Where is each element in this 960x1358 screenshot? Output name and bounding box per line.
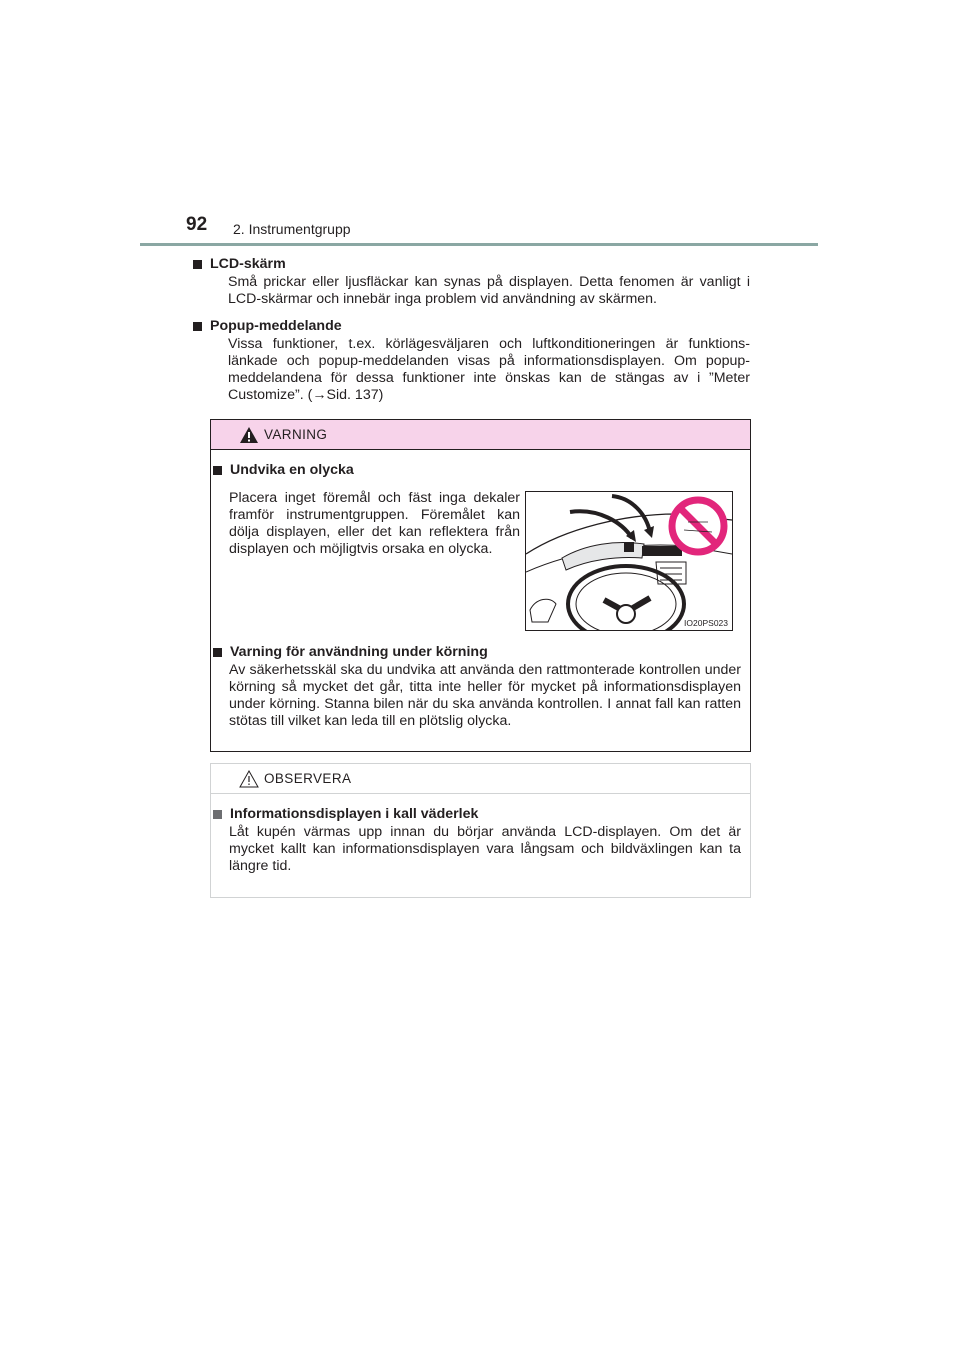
warning-label: VARNING <box>264 427 328 442</box>
section-text: Vissa funktioner, t.ex. körlägesväljaren och luftkonditioneringen är funktionslänkade och popup-meddelanden visas på informationsdisplayen. Om popup-meddelandena för dessa funktioner inte önskas kan de stängas av i ”Meter Customize”. (→Sid. 137) <box>228 336 750 403</box>
instrument-panel-illustration <box>525 491 733 631</box>
caution-triangle-icon <box>239 770 259 788</box>
warning-item <box>213 462 513 479</box>
bullet-square-icon <box>213 466 222 475</box>
header-rule <box>140 243 818 246</box>
figure-code: IO20PS023 <box>684 618 728 628</box>
notice-header <box>211 764 750 794</box>
bullet-square-icon <box>213 810 222 819</box>
notice-item-text: Låt kupén värmas upp innan du börjar använda LCD-displayen. Om det är mycket kallt kan informationsdisplayen vara långsam och bildväxlingen kan ta längre tid. <box>229 824 741 874</box>
warning-item-text: Placera inget föremål och fäst inga dekaler framför instrumentgruppen. Föremålet kan dölja displayen, eller det kan reflektera från displayen och möjligtvis orsaka en olycka. <box>229 490 520 557</box>
section-title: Popup-meddelande <box>210 318 342 334</box>
section-text: Små prickar eller ljusfläckar kan synas på displayen. Detta fenomen är vanligt i LCD-skärmar och innebär inga problem vid användning av skärmen. <box>228 274 750 307</box>
warning-item-title: Undvika en olycka <box>230 462 354 478</box>
notice-item <box>213 806 741 875</box>
bullet-square-icon <box>193 322 202 331</box>
warning-item-text: Av säkerhetsskäl ska du undvika att använda den rattmonterade kontrollen under körning så mycket det går, titta inte heller för mycket på informationsdisplayen under körning. Stanna bilen när du ska använda kontrollen. I annat fall kan ratten stötas till vilket kan leda till en plötslig olycka. <box>229 662 741 729</box>
warning-triangle-icon <box>239 426 259 444</box>
section-lcd <box>210 256 750 308</box>
page-number: 92 <box>186 214 208 235</box>
chapter-title: 2. Instrumentgrupp <box>233 221 351 237</box>
section-title: LCD-skärm <box>210 256 286 272</box>
bullet-square-icon <box>213 648 222 657</box>
warning-item-title: Varning för användning under körning <box>230 644 488 660</box>
dashboard-drawing <box>526 492 732 630</box>
warning-item <box>213 644 741 730</box>
notice-label: OBSERVERA <box>264 771 352 786</box>
section-popup <box>210 318 750 404</box>
warning-header <box>211 420 750 450</box>
notice-item-title: Informationsdisplayen i kall väderlek <box>230 806 479 822</box>
bullet-square-icon <box>193 260 202 269</box>
